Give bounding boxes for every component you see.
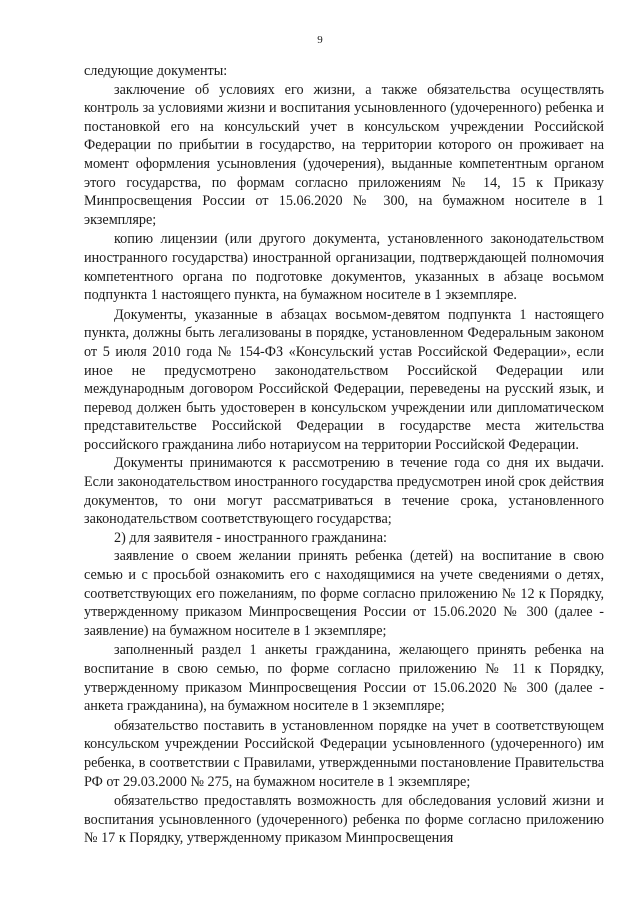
paragraph-inspection-obligation: обязательство предоставлять возможность для обследования условий жизни и воспитания усыновленного (удочеренного) ребенка по форме согласно приложению № 17 к Порядку, утвержденному приказом Минпросвещения — [84, 793, 604, 847]
paragraph-questionnaire: заполненный раздел 1 анкеты гражданина, желающего принять ребенка на воспитание в свою семью, по форме согласно приложению № 11 к Порядку, утвержденному приказом Минпросвещения России от 15.06.2020 № 300 (далее - анкета гражданина), на бумажном носителе в 1 экземпляре; — [84, 642, 604, 715]
paragraph-application: заявление о своем желании принять ребенка (детей) на воспитание в свою семью и с просьбой ознакомить его с находящимися на учете сведениями о детях, соответствующих его пожеланиям, по форме согласно приложению № 12 к Порядку, утвержденному приказом Минпросвещения России от 15.06.2020 № 300 (далее - заявление) на бумажном носителе в 1 экземпляре; — [84, 548, 604, 639]
document-body — [84, 62, 604, 848]
paragraph-foreign-applicant: 2) для заявителя - иностранного гражданина: — [114, 529, 387, 546]
paragraph-license-copy: копию лицензии (или другого документа, установленного законодательством иностранного государства) иностранной организации, подтверждающей полномочия компетентного органа по подготовке документов, указанных в абзаце восьмом подпункта 1 настоящего пункта, на бумажном носителе в 1 экземпляре. — [84, 231, 604, 304]
paragraph-living-conditions: заключение об условиях его жизни, а также обязательства осуществлять контроль за условиями жизни и воспитания усыновленного (удочеренного) ребенка и постановкой его на консульский учет в консульском учреждении Российской Федерации по прибытии в государство, на территории которого он проживает на момент оформления усыновления (удочерения), выданные компетентным органом этого государства, по формам согласно приложениям № 14, 15 к Приказу Минпросвещения России от 15.06.2020 № 300, на бумажном носителе в 1 экземпляре; — [84, 81, 604, 228]
paragraph-legalization: Документы, указанные в абзацах восьмом-девятом подпункта 1 настоящего пункта, должны быть легализованы в порядке, установленном Федеральным законом от 5 июля 2010 года № 154-ФЗ «Консульский устав Российской Федерации», если иное не предусмотрено законодательством Российской Федерации или международным договором Российской Федерации, переведены на русский язык, и перевод должен быть удостоверен в консульском учреждении или дипломатическом представительстве Российской Федерации в государстве места жительства российского гражданина либо нотариусом на территории Российской Федерации. — [84, 306, 604, 453]
paragraph-intro: следующие документы: — [84, 63, 228, 79]
paragraph-review-period: Документы принимаются к рассмотрению в течение года со дня их выдачи. Если законодательством иностранного государства предусмотрен иной срок действия документов, то они могут рассматриваться в течение срока, установленного законодательством соответствующего государства; — [84, 455, 604, 528]
paragraph-consular-registration: обязательство поставить в установленном порядке на учет в соответствующем консульском учреждении Российской Федерации усыновленного (удочеренного) им ребенка, в соответствии с Правилами, утвержденными постановление Правительства РФ от 29.03.2000 № 275, на бумажном носителе в 1 экземпляре; — [84, 717, 604, 790]
page-number: 9 — [317, 34, 323, 46]
